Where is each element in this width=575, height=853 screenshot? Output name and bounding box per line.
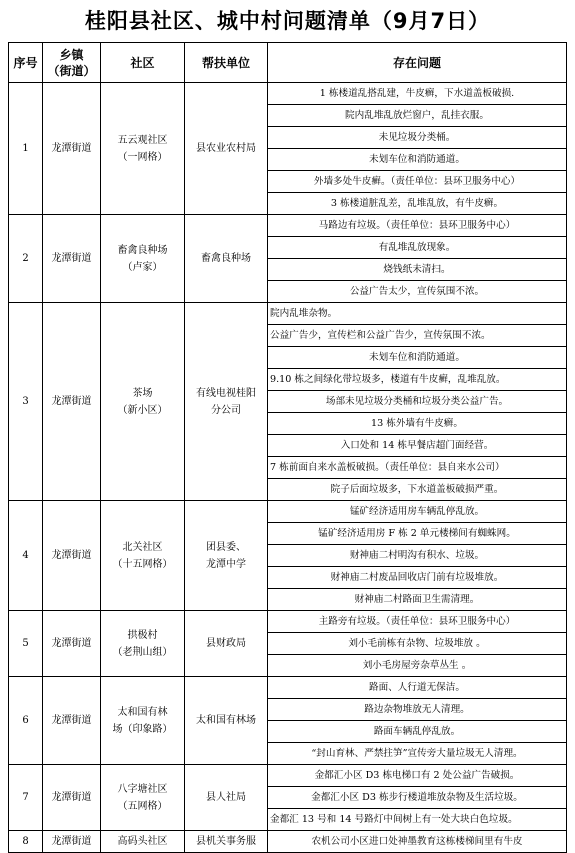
- row-number-line1: 8: [22, 835, 29, 847]
- community-cell: [101, 831, 185, 853]
- town-cell-line1: 龙潭街道: [51, 395, 92, 407]
- issue-cell: 主路旁有垃圾。（责任单位：县环卫服务中心）: [268, 611, 567, 633]
- town-cell-line1: 龙潭街道: [51, 142, 92, 154]
- town-cell-line1: 龙潭街道: [51, 791, 92, 803]
- issue-cell: 路边杂物堆放无人清理。: [268, 699, 567, 721]
- issue-cell: 金都汇小区 D3 栋电梯口有 2 处公益广告破损。: [268, 765, 567, 787]
- issue-cell: 7 栋前面自来水盖板破损。（责任单位：县自来水公司）: [268, 457, 567, 479]
- town-cell-line1: 龙潭街道: [51, 714, 92, 726]
- town-cell-line1: 龙潭街道: [51, 252, 92, 264]
- issue-cell: 院子后面垃圾多，下水道盖板破损严重。: [268, 479, 567, 501]
- row-number: [9, 677, 43, 765]
- table-row: [9, 765, 567, 787]
- unit-cell: [185, 501, 268, 611]
- row-number-line1: 4: [22, 549, 29, 561]
- issue-cell: 马路边有垃圾。（责任单位：县环卫服务中心）: [268, 215, 567, 237]
- row-number-line1: 1: [22, 142, 29, 154]
- unit-cell-line1: 县人社局: [206, 792, 246, 803]
- issue-cell: 锰矿经济适用房车辆乱停乱放。: [268, 501, 567, 523]
- issue-cell: 未划车位和消防通道。: [268, 347, 567, 369]
- community-cell-line2: （十五网格）: [112, 558, 173, 570]
- issue-cell: 路面、人行道无保洁。: [268, 677, 567, 699]
- issue-cell: “封山育林、严禁拄笋”宣传旁大量垃圾无人清理。: [268, 743, 567, 765]
- community-cell-line2: （卢家）: [122, 261, 163, 273]
- row-number: [9, 501, 43, 611]
- row-number: [9, 83, 43, 215]
- unit-cell: [185, 83, 268, 215]
- issue-cell: 公益广告太少，宣传氛围不浓。: [268, 281, 567, 303]
- town-cell: [43, 83, 101, 215]
- issue-cell: 财神庙二村明沟有积水、垃圾。: [268, 545, 567, 567]
- issue-cell: 场部未见垃圾分类桶和垃圾分类公益广告。: [268, 391, 567, 413]
- header-unit: 帮扶单位: [185, 43, 268, 83]
- community-cell-line1: 五云观社区: [117, 134, 168, 146]
- community-cell-line1: 高码头社区: [117, 836, 168, 847]
- community-cell-line2: 场（印象路）: [112, 723, 173, 735]
- issue-table: [8, 42, 567, 853]
- issue-cell: 金都汇 13 号和 14 号路灯中间树上有一处大块白色垃圾。: [268, 809, 567, 831]
- town-cell: [43, 303, 101, 501]
- issue-cell: 院内乱堆乱放烂窗户，乱挂衣服。: [268, 105, 567, 127]
- town-cell-line1: 龙潭街道: [51, 637, 92, 649]
- unit-cell-line1: 县财政局: [206, 638, 246, 649]
- community-cell-line1: 北关社区: [122, 541, 163, 553]
- community-cell-line2: （老荆山组）: [112, 646, 173, 658]
- table-row: [9, 611, 567, 633]
- unit-cell-line1: 畜禽良种场: [201, 253, 251, 264]
- header-town-line2: （街道）: [47, 63, 96, 78]
- town-cell-line1: 龙潭街道: [51, 549, 92, 561]
- header-town: [43, 43, 101, 83]
- header-town-line1: 乡镇: [59, 47, 84, 62]
- issue-cell: 金都汇小区 D3 栋步行楼道堆放杂物及生活垃圾。: [268, 787, 567, 809]
- table-body: [9, 83, 567, 853]
- community-cell-line2: （五网格）: [117, 800, 168, 812]
- issue-cell: 公益广告少，宣传栏和公益广告少，宣传氛围不浓。: [268, 325, 567, 347]
- row-number: [9, 611, 43, 677]
- issue-cell: 烧钱纸未清扫。: [268, 259, 567, 281]
- community-cell: [101, 501, 185, 611]
- issue-cell: 1 栋楼道乱搭乱建，牛皮癣，下水道盖板破损.: [268, 83, 567, 105]
- community-cell: [101, 765, 185, 831]
- row-number: [9, 215, 43, 303]
- town-cell: [43, 611, 101, 677]
- issue-cell: 财神庙二村路面卫生需清理。: [268, 589, 567, 611]
- unit-cell-line1: 县农业农村局: [196, 143, 256, 154]
- row-number-line1: 6: [22, 714, 29, 726]
- community-cell-line1: 茶场: [132, 387, 153, 399]
- unit-cell: [185, 831, 268, 853]
- unit-cell-line1: 太和国有林场: [196, 715, 256, 726]
- community-cell-line2: （新小区）: [117, 404, 168, 416]
- unit-cell: [185, 677, 268, 765]
- issue-cell: 路面车辆乱停乱放。: [268, 721, 567, 743]
- unit-cell-line2: 分公司: [211, 404, 241, 416]
- row-number: [9, 303, 43, 501]
- community-cell-line1: 畜禽良种场: [117, 244, 168, 256]
- issue-cell: 13 栋外墙有牛皮癣。: [268, 413, 567, 435]
- unit-cell-line2: 龙潭中学: [206, 558, 246, 570]
- town-cell: [43, 501, 101, 611]
- community-cell: [101, 83, 185, 215]
- community-cell: [101, 215, 185, 303]
- header-row: [9, 43, 567, 83]
- issue-cell: 未见垃圾分类桶。: [268, 127, 567, 149]
- issue-cell: 刘小毛前栋有杂物、垃圾堆放 。: [268, 633, 567, 655]
- issue-cell: 锰矿经济适用房 F 栋 2 单元楼梯间有蜘蛛网。: [268, 523, 567, 545]
- community-cell-line1: 八字塘社区: [117, 783, 168, 795]
- issue-cell: 入口处和 14 栋早餐店超门面经营。: [268, 435, 567, 457]
- town-cell: [43, 765, 101, 831]
- unit-cell-line1: 团县委、: [206, 541, 246, 553]
- town-cell: [43, 215, 101, 303]
- issue-cell: 未划车位和消防通道。: [268, 149, 567, 171]
- community-cell-line1: 拱极村: [127, 629, 158, 641]
- header-no: 序号: [9, 43, 43, 83]
- unit-cell: [185, 215, 268, 303]
- issue-cell: 9.10 栋之间绿化带垃圾多，楼道有牛皮癣，乱堆乱放。: [268, 369, 567, 391]
- row-number-line1: 5: [22, 637, 29, 649]
- page-title: 桂阳县社区、城中村问题清单（9月7日）: [84, 9, 491, 33]
- unit-cell: [185, 611, 268, 677]
- unit-cell-line1: 县机关事务服: [196, 836, 256, 847]
- issue-cell: 院内乱堆杂物。: [268, 303, 567, 325]
- town-cell-line1: 龙潭街道: [51, 835, 92, 847]
- issue-cell: 3 栋楼道脏乱差，乱堆乱放，有牛皮癣。: [268, 193, 567, 215]
- header-community: 社区: [101, 43, 185, 83]
- issue-cell: 外墙多处牛皮癣。（责任单位：县环卫服务中心）: [268, 171, 567, 193]
- table-row: [9, 501, 567, 523]
- table-row: [9, 83, 567, 105]
- table-row: [9, 677, 567, 699]
- community-cell: [101, 303, 185, 501]
- unit-cell-line1: 有线电视桂阳: [196, 387, 256, 399]
- town-cell: [43, 677, 101, 765]
- community-cell: [101, 677, 185, 765]
- community-cell-line2: （一网格）: [117, 151, 168, 163]
- table-row: [9, 303, 567, 325]
- issue-cell: 农机公司小区进口处神墨教育这栋楼梯间里有牛皮: [268, 831, 567, 853]
- issue-cell: 财神庙二村废品回收店门前有垃圾堆放。: [268, 567, 567, 589]
- community-cell: [101, 611, 185, 677]
- table-row: [9, 831, 567, 853]
- row-number: [9, 831, 43, 853]
- header-issues: 存在问题: [268, 43, 567, 83]
- row-number-line1: 3: [22, 395, 29, 407]
- row-number-line1: 2: [22, 252, 29, 264]
- row-number-line1: 7: [22, 791, 29, 803]
- table-row: [9, 215, 567, 237]
- issue-cell: 有乱堆乱放现象。: [268, 237, 567, 259]
- town-cell: [43, 831, 101, 853]
- unit-cell: [185, 765, 268, 831]
- issue-cell: 刘小毛房屋旁杂草丛生 。: [268, 655, 567, 677]
- community-cell-line1: 太和国有林: [117, 706, 168, 718]
- unit-cell: [185, 303, 268, 501]
- row-number: [9, 765, 43, 831]
